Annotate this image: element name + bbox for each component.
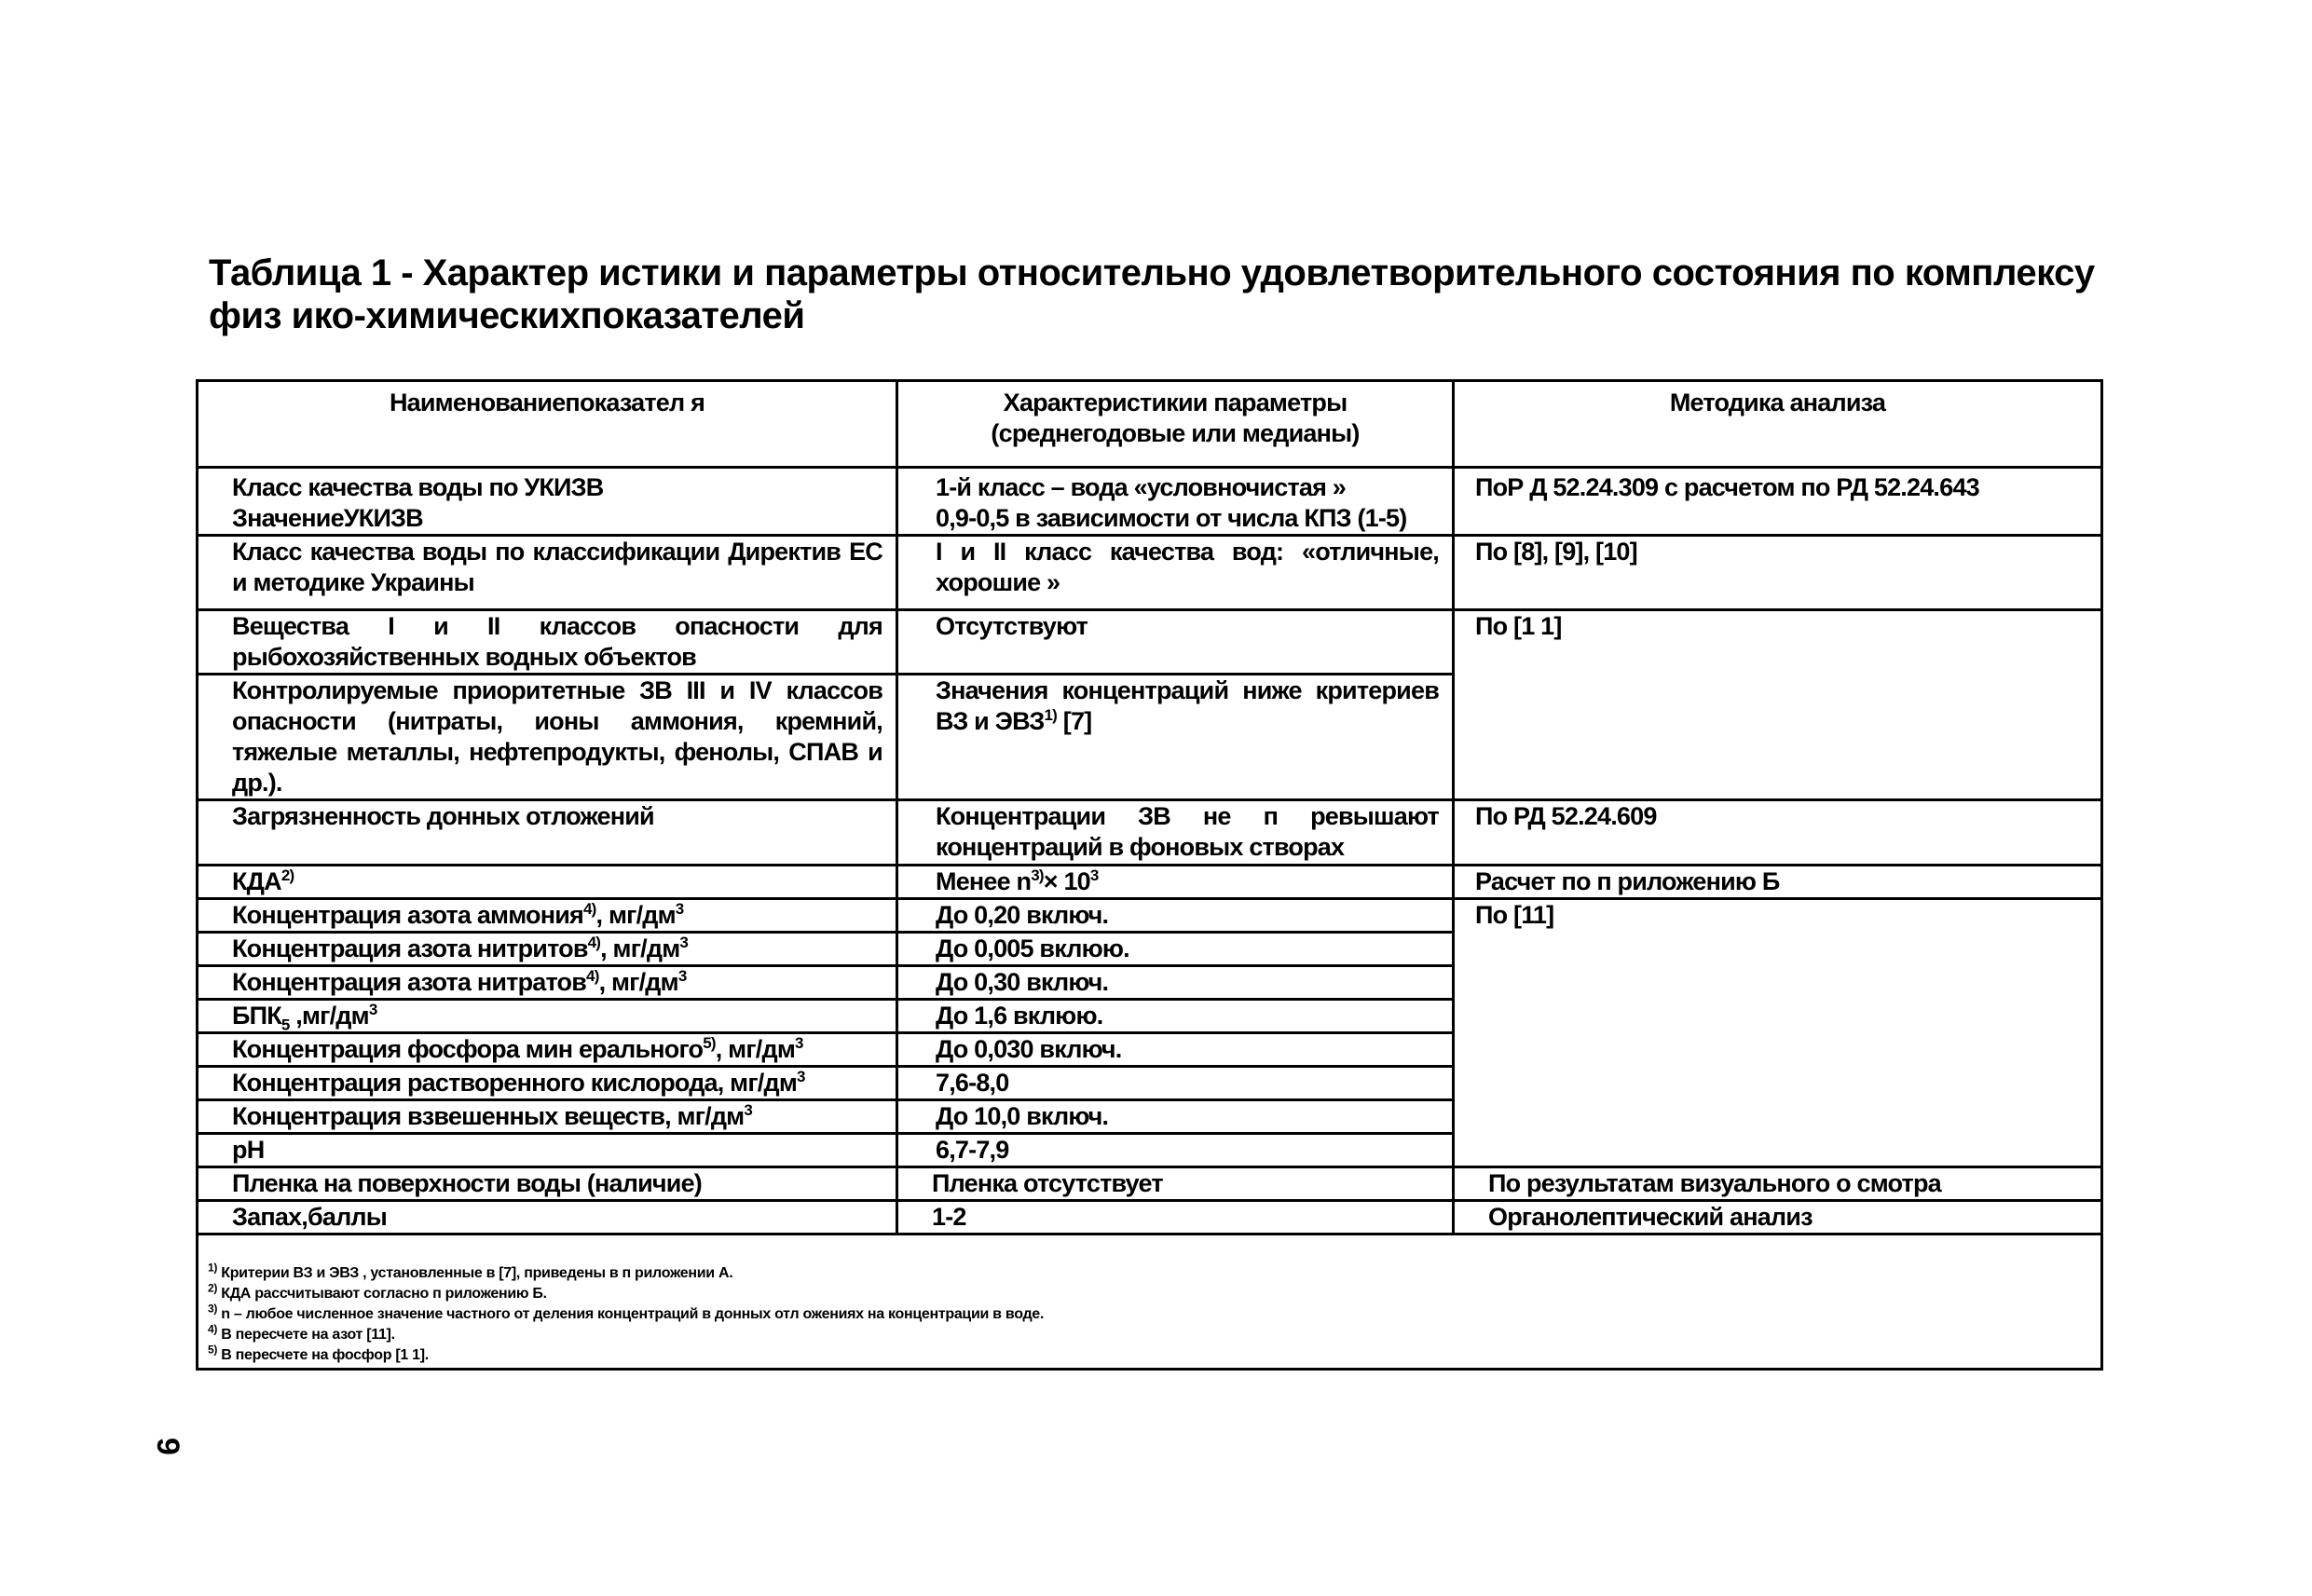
cell-text: До 1,6 вклюю. bbox=[936, 1002, 1103, 1030]
superscript: 3 bbox=[679, 934, 689, 951]
footnote-mark: 4) bbox=[208, 1322, 218, 1336]
cell-text: , мг/дм bbox=[715, 1035, 796, 1063]
footnote bbox=[208, 1281, 2091, 1304]
cell-text: Запах,баллы bbox=[232, 1203, 388, 1231]
cell-text: , мг/дм bbox=[598, 968, 678, 996]
table-row bbox=[198, 866, 2102, 899]
row-name bbox=[198, 1167, 897, 1201]
cell-text: Значения концентраций ниже критериев ВЗ и ЭВЗ bbox=[936, 676, 1439, 735]
row-char bbox=[897, 966, 1454, 1000]
cell-text: Концентрации ЗВ не п ревышают концентраций в фоновых створах bbox=[936, 802, 1439, 861]
row-method bbox=[1454, 468, 2102, 536]
table-row bbox=[198, 610, 2102, 675]
row-char bbox=[897, 1067, 1454, 1100]
cell-text: 1-2 bbox=[932, 1203, 966, 1231]
row-name bbox=[198, 610, 897, 675]
superscript: 1) bbox=[1044, 706, 1058, 724]
row-char bbox=[897, 1201, 1454, 1235]
cell-text: Концентрация азота нитритов bbox=[232, 934, 588, 962]
page-number: 9 bbox=[149, 1438, 185, 1455]
cell-text: До 0,030 включ. bbox=[936, 1035, 1122, 1063]
row-char bbox=[897, 1000, 1454, 1033]
cell-text: ЗначениеУКИЗВ bbox=[232, 504, 423, 532]
superscript: 4) bbox=[583, 900, 596, 918]
header-characteristics bbox=[897, 381, 1454, 468]
cell-text: До 10,0 включ. bbox=[936, 1102, 1109, 1130]
superscript: 2) bbox=[280, 866, 294, 884]
table-row bbox=[198, 1167, 2102, 1201]
row-char bbox=[897, 1100, 1454, 1134]
row-char bbox=[897, 675, 1454, 800]
row-method bbox=[1454, 866, 2102, 899]
cell-text: Органолептический анализ bbox=[1488, 1203, 1813, 1231]
row-char bbox=[897, 536, 1454, 610]
row-name bbox=[198, 800, 897, 866]
row-name bbox=[198, 1033, 897, 1067]
footnote-text: В пересчете на азот [11]. bbox=[221, 1327, 395, 1343]
cell-text: Загрязненность донных отложений bbox=[232, 802, 654, 830]
cell-text: До 0,005 вклюю. bbox=[936, 934, 1129, 962]
row-method bbox=[1454, 899, 2102, 1167]
header-indicator-name: Наименованиепоказател я bbox=[198, 381, 897, 468]
cell-text: Отсутствуют bbox=[936, 612, 1088, 640]
row-char bbox=[897, 1134, 1454, 1167]
cell-text: До 0,20 включ. bbox=[936, 901, 1109, 929]
footnote-mark: 5) bbox=[208, 1343, 218, 1357]
cell-text: ПоР Д 52.24.309 с расчетом по РД 52.24.643 bbox=[1475, 473, 1979, 501]
cell-text: Вещества I и II классов опасности для рыбохозяйственных водных объектов bbox=[232, 612, 882, 671]
row-name bbox=[198, 1000, 897, 1033]
footnote-text: n – любое численное значение частного от деления концентраций в донных отл ожениях на концентрации в воде. bbox=[221, 1306, 1045, 1322]
row-name bbox=[198, 468, 897, 504]
row-name bbox=[198, 503, 897, 536]
cell-text: pH bbox=[232, 1136, 265, 1164]
cell-text: Класс качества воды по классификации Директив ЕС и методике Украины bbox=[232, 538, 882, 596]
cell-text: [7] bbox=[1057, 707, 1092, 735]
row-name bbox=[198, 675, 897, 800]
cell-text: По [11] bbox=[1475, 901, 1554, 929]
row-name bbox=[198, 1100, 897, 1134]
superscript: 3 bbox=[797, 1068, 805, 1085]
footnote-mark: 1) bbox=[208, 1261, 218, 1275]
cell-text: Контролируемые приоритетные ЗВ III и IV классов опасности (нитраты, ионы аммония, кремний, тяжелые металлы, нефтепродукты, фенолы, СПАВ и др.). bbox=[232, 676, 882, 797]
row-name bbox=[198, 1201, 897, 1235]
cell-text: До 0,30 включ. bbox=[936, 968, 1109, 996]
footnote bbox=[208, 1304, 2091, 1325]
row-char bbox=[897, 610, 1454, 675]
cell-text: ,мг/дм bbox=[289, 1002, 369, 1030]
cell-text: По РД 52.24.609 bbox=[1475, 802, 1657, 830]
superscript: 3) bbox=[1031, 866, 1044, 884]
row-method bbox=[1454, 1201, 2102, 1235]
footnote bbox=[208, 1345, 2091, 1366]
row-name bbox=[198, 899, 897, 933]
cell-text: Менее n bbox=[936, 867, 1032, 895]
row-method bbox=[1454, 610, 2102, 800]
header-characteristics-text: Характеристикии параметры (среднегодовые или медианы) bbox=[991, 389, 1360, 447]
row-char bbox=[897, 899, 1454, 933]
cell-text: 0,9-0,5 в зависимости от числа КПЗ (1-5) bbox=[936, 504, 1407, 532]
cell-text: 7,6-8,0 bbox=[936, 1069, 1009, 1097]
footnote-text: КДА рассчитывают согласно п риложению Б. bbox=[221, 1286, 547, 1302]
superscript: 3 bbox=[675, 900, 684, 918]
cell-text: Класс качества воды по УКИЗВ bbox=[232, 473, 604, 501]
cell-text: Концентрация взвешенных веществ, мг/дм bbox=[232, 1102, 745, 1130]
row-char bbox=[897, 1033, 1454, 1067]
row-name bbox=[198, 966, 897, 1000]
superscript: 5) bbox=[703, 1034, 716, 1052]
cell-text: , мг/дм bbox=[600, 934, 680, 962]
table-row bbox=[198, 468, 2102, 504]
footnote-mark: 2) bbox=[208, 1281, 218, 1295]
row-method bbox=[1454, 1167, 2102, 1201]
table-row bbox=[198, 800, 2102, 866]
footnote bbox=[208, 1263, 2091, 1284]
superscript: 3 bbox=[677, 967, 687, 985]
table-header-row bbox=[198, 381, 2102, 468]
row-char bbox=[897, 503, 1454, 536]
cell-text: КДА bbox=[232, 867, 281, 895]
cell-text: Концентрация фосфора мин ерального bbox=[232, 1035, 704, 1063]
cell-text: Пленка на поверхности воды (наличие) bbox=[232, 1169, 703, 1197]
footnotes-cell bbox=[198, 1235, 2102, 1370]
cell-text: По [1 1] bbox=[1475, 612, 1562, 640]
row-name bbox=[198, 1067, 897, 1100]
cell-text: 1-й класс – вода «условночистая » bbox=[936, 473, 1346, 501]
row-char bbox=[897, 866, 1454, 899]
subscript: 5 bbox=[280, 1016, 290, 1034]
cell-text: Концентрация азота нитратов bbox=[232, 968, 587, 996]
cell-text: По [8], [9], [10] bbox=[1475, 538, 1637, 566]
row-name bbox=[198, 866, 897, 899]
table-caption: Таблица 1 - Характер истики и параметры относительно удовлетворительного состояния по комплексу физ ико-химическихпоказателей bbox=[209, 252, 2095, 336]
superscript: 3 bbox=[795, 1034, 803, 1052]
cell-text: × 10 bbox=[1043, 867, 1090, 895]
superscript: 4) bbox=[587, 934, 601, 951]
footnote-text: В пересчете на фосфор [1 1]. bbox=[221, 1347, 429, 1363]
row-method bbox=[1454, 800, 2102, 866]
footnotes-row bbox=[198, 1235, 2102, 1370]
row-char bbox=[897, 800, 1454, 866]
row-name bbox=[198, 933, 897, 966]
cell-text: 6,7-7,9 bbox=[936, 1136, 1009, 1164]
table-row bbox=[198, 1201, 2102, 1235]
footnote-text: Критерии ВЗ и ЭВЗ , установленные в [7], приведены в п риложении А. bbox=[221, 1265, 733, 1281]
cell-text: БПК bbox=[232, 1002, 281, 1030]
cell-text: Концентрация растворенного кислорода, мг/дм bbox=[232, 1069, 798, 1097]
cell-text: Пленка отсутствует bbox=[932, 1169, 1163, 1197]
header-method: Методика анализа bbox=[1454, 381, 2102, 468]
row-name bbox=[198, 1134, 897, 1167]
superscript: 4) bbox=[586, 967, 599, 985]
footnote bbox=[208, 1322, 2091, 1345]
row-char bbox=[897, 468, 1454, 504]
table-row bbox=[198, 536, 2102, 610]
superscript: 3 bbox=[368, 1001, 377, 1018]
row-char bbox=[897, 1167, 1454, 1201]
footnote-mark: 3) bbox=[208, 1302, 218, 1316]
superscript: 3 bbox=[744, 1101, 753, 1119]
row-method bbox=[1454, 536, 2102, 610]
cell-text: I и II класс качества вод: «отличные, хорошие » bbox=[936, 538, 1439, 596]
superscript: 3 bbox=[1089, 866, 1099, 884]
row-char bbox=[897, 933, 1454, 966]
cell-text: По результатам визуального о смотра bbox=[1488, 1169, 1941, 1197]
table-row bbox=[198, 899, 2102, 933]
indicators-table bbox=[196, 379, 2103, 1371]
row-name bbox=[198, 536, 897, 610]
cell-text: Концентрация азота аммония bbox=[232, 901, 584, 929]
cell-text: Расчет по п риложению Б bbox=[1475, 867, 1780, 895]
cell-text: , мг/дм bbox=[595, 901, 676, 929]
